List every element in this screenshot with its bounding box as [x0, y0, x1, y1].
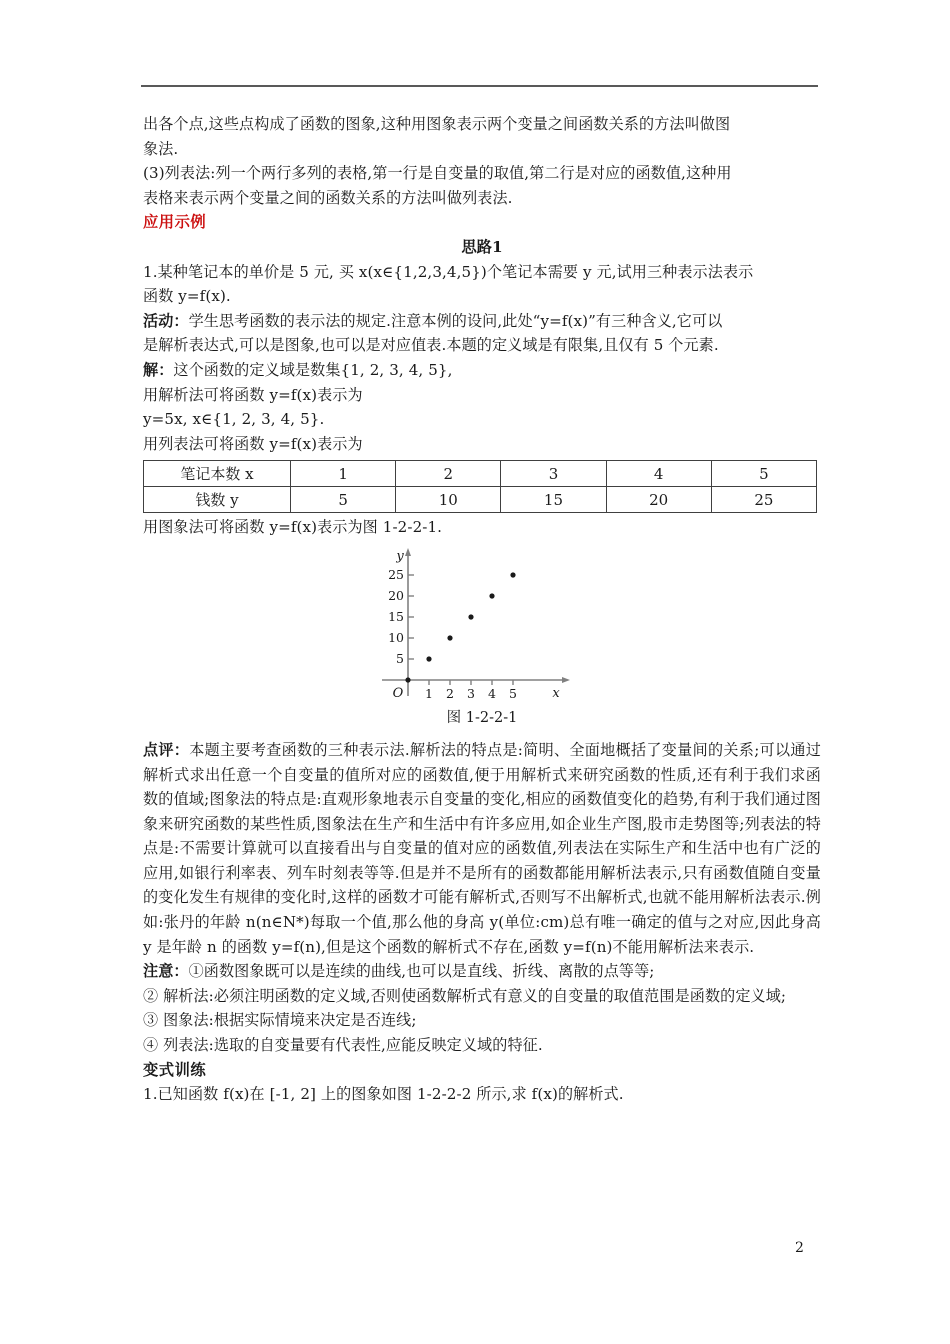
table-row-header: 钱数 y	[144, 487, 291, 513]
note-line-3: ③ 图象法:根据实际情境来决定是否连线;	[143, 1011, 417, 1030]
data-point	[468, 614, 473, 619]
x-axis-label: x	[552, 685, 560, 701]
x-tick-label: 3	[467, 685, 475, 701]
solution-line-3: y=5x, x∈{1, 2, 3, 4, 5}.	[143, 410, 325, 429]
header-rule	[141, 85, 818, 87]
note-line-2: ② 解析法:必须注明函数的定义域,否则使函数解析式有意义的自变量的取值范围是函数的定义域;	[143, 986, 787, 1005]
y-tick-label: 20	[388, 587, 404, 603]
x-tick-label: 1	[425, 685, 433, 701]
comment-paragraph	[143, 738, 821, 959]
data-point	[489, 593, 494, 598]
heading-approach-1: 思路1	[461, 237, 503, 256]
note-text-1: ①函数图象既可以是连续的曲线,也可以是直线、折线、离散的点等等;	[188, 962, 655, 981]
y-tick-label: 15	[388, 608, 404, 624]
section-heading-applied-examples: 应用示例	[143, 213, 207, 232]
origin-label: O	[392, 685, 404, 701]
activity-label: 活动：	[143, 311, 189, 330]
problem-line-2: 函数 y=f(x).	[143, 287, 231, 306]
solution-line-1	[143, 358, 821, 383]
table-cell: 20	[606, 487, 711, 513]
y-axis-arrow-icon	[405, 548, 411, 556]
table-cell: 25	[711, 487, 816, 513]
scatter-plot	[376, 546, 576, 706]
intro-line-3: (3)列表法:列一个两行多列的表格,第一行是自变量的取值,第二行是对应的函数值,这种用	[143, 164, 732, 183]
figure-1-2-2-1	[143, 546, 821, 738]
table-row	[144, 487, 817, 513]
solution-line-2: 用解析法可将函数 y=f(x)表示为	[143, 385, 363, 404]
table-cell: 2	[396, 461, 501, 487]
value-table	[143, 460, 817, 513]
exercise-line-1: 1.已知函数 f(x)在 [-1, 2] 上的图象如图 1-2-2-2 所示,求 f(x)的解析式.	[143, 1085, 624, 1104]
table-cell: 4	[606, 461, 711, 487]
origin-point	[405, 677, 410, 682]
intro-line-4: 表格来表示两个变量之间的函数关系的方法叫做列表法.	[143, 188, 513, 207]
table-cell: 5	[291, 487, 396, 513]
x-axis-arrow-icon	[562, 677, 570, 683]
activity-line-2: 是解析表达式,可以是图象,也可以是对应值表.本题的定义域是有限集,且仅有 5 个元素.	[143, 336, 719, 355]
heading-variant-training: 变式训练	[143, 1060, 207, 1079]
activity-text-1: 学生思考函数的表示法的规定.注意本例的设问,此处“y=f(x)”有三种含义,它可以	[188, 311, 723, 330]
comment-text: 本题主要考查函数的三种表示法.解析法的特点是:简明、全面地概括了变量间的关系;可以通过解析式求出任意一个自变量的值所对应的函数值,便于用解析式来研究函数的性质,还有利于我们求函数的值域;图象法的特点是:直观形象地表示自变量的变化,相应的函数值变化的趋势,有利于我们通过图象来研究函数的某些性质,图象法在生产和生活中有许多应用,如企业生产图,股市走势图等;列表法的特点是:不需要计算就可以直接看出与自变量的值对应的函数值,列表法在实际生产和生活中也有广泛的应用,如银行利率表、列车时刻表等等.但是并不是所有的函数都能用解析法表示,只有函数值随自变量的变化发生有规律的变化时,这样的函数才可能有解析式,否则写不出解析式,也就不能用解析法表示.例如:张丹的年龄 n(n∈N*)每取一个值,那么他的身高 y(单位:cm)总有唯一确定的值与之对应,因此身高 y 是年龄 n 的函数 y=f(n),但是这个函数的解析式不存在,函数 y=f(n)不能用解析法来表示.	[143, 740, 821, 956]
table-cell: 3	[501, 461, 606, 487]
x-tick-label: 5	[509, 685, 517, 701]
data-point	[510, 572, 515, 577]
y-axis-label: y	[396, 548, 404, 564]
graph-intro-line: 用图象法可将函数 y=f(x)表示为图 1-2-2-1.	[143, 518, 443, 537]
table-cell: 10	[396, 487, 501, 513]
page-content	[143, 112, 821, 1107]
table-cell: 1	[291, 461, 396, 487]
activity-line-1	[143, 309, 821, 334]
solution-text-1: 这个函数的定义域是数集{1, 2, 3, 4, 5},	[173, 360, 453, 379]
data-point	[447, 635, 452, 640]
data-point	[426, 656, 431, 661]
problem-line-1: 1.某种笔记本的单价是 5 元, 买 x(x∈{1,2,3,4,5})个笔记本需要 y 元,试用三种表示法表示	[143, 262, 754, 281]
x-tick-label: 2	[446, 685, 454, 701]
comment-label: 点评：	[143, 740, 190, 759]
solution-line-4: 用列表法可将函数 y=f(x)表示为	[143, 434, 363, 453]
y-tick-label: 25	[388, 566, 404, 582]
figure-caption: 图 1-2-2-1	[446, 709, 518, 726]
y-tick-label: 5	[396, 650, 404, 666]
intro-line-1: 出各个点,这些点构成了函数的图象,这种用图象表示两个变量之间函数关系的方法叫做图	[143, 115, 731, 133]
page-number: 2	[795, 1240, 804, 1256]
table-row	[144, 461, 817, 487]
solution-label: 解：	[143, 360, 174, 379]
table-cell: 5	[711, 461, 816, 487]
table-row-header: 笔记本数 x	[144, 461, 291, 487]
y-tick-label: 10	[388, 629, 404, 645]
table-cell: 15	[501, 487, 606, 513]
note-line-1	[143, 959, 821, 984]
note-line-4: ④ 列表法:选取的自变量要有代表性,应能反映定义域的特征.	[143, 1036, 543, 1055]
note-label: 注意：	[143, 962, 189, 981]
x-tick-label: 4	[488, 685, 496, 701]
intro-line-2: 象法.	[143, 139, 179, 158]
